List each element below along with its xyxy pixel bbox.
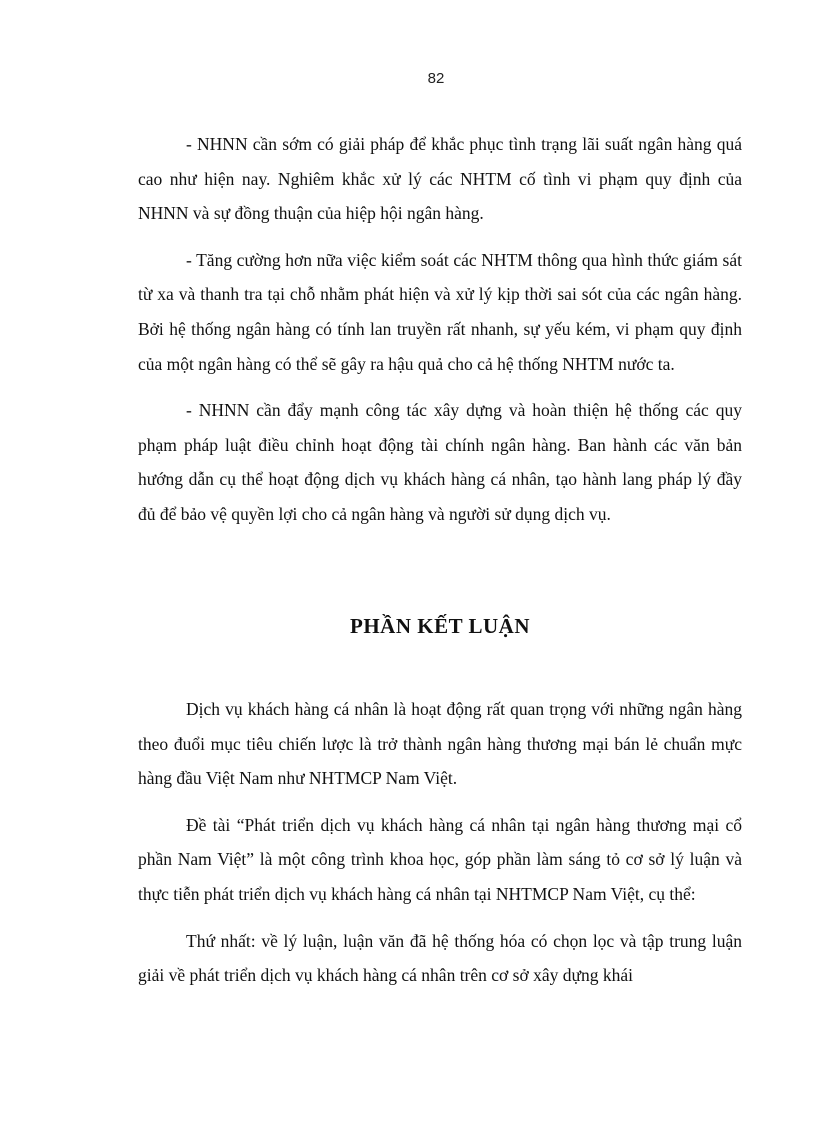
paragraph-recommendation-3: - NHNN cần đẩy mạnh công tác xây dựng và hoàn thiện hệ thống các quy phạm pháp luật điều chỉnh hoạt động tài chính ngân hàng. Ban hành các văn bản hướng dẫn cụ thể hoạt động dịch vụ khách hàng cá nhân, tạo hành lang pháp lý đầy đủ để bảo vệ quyền lợi cho cả ngân hàng và người sử dụng dịch vụ. bbox=[138, 400, 742, 524]
paragraph-conclusion-3: Thứ nhất: về lý luận, luận văn đã hệ thống hóa có chọn lọc và tập trung luận giải về phát triển dịch vụ khách hàng cá nhân trên cơ sở xây dựng khái bbox=[138, 930, 742, 986]
paragraph-recommendation-1: - NHNN cần sớm có giải pháp để khắc phục tình trạng lãi suất ngân hàng quá cao như hiện nay. Nghiêm khắc xử lý các NHTM cố tình vi phạm quy định của NHNN và sự đồng thuận của hiệp hội ngân hàng. bbox=[138, 134, 742, 224]
section-heading: PHẦN KẾT LUẬN bbox=[350, 614, 530, 638]
paragraph-conclusion-2: Đề tài “Phát triển dịch vụ khách hàng cá nhân tại ngân hàng thương mại cổ phần Nam Việt” là một công trình khoa học, góp phần làm sáng tỏ cơ sở lý luận và thực tiễn phát triển dịch vụ khách hàng cá nhân tại NHTMCP Nam Việt, cụ thể: bbox=[138, 814, 742, 904]
page-number: 82 bbox=[427, 70, 445, 87]
conclusion-block bbox=[138, 692, 742, 993]
paragraph-conclusion-1: Dịch vụ khách hàng cá nhân là hoạt động rất quan trọng với những ngân hàng theo đuổi mục tiêu chiến lược là trở thành ngân hàng thương mại bán lẻ chuẩn mực hàng đầu Việt Nam như NHTMCP Nam Việt. bbox=[138, 699, 742, 789]
recommendations-block bbox=[138, 127, 742, 532]
paragraph-recommendation-2: - Tăng cường hơn nữa việc kiểm soát các NHTM thông qua hình thức giám sát từ xa và thanh tra tại chỗ nhằm phát hiện và xử lý kịp thời sai sót của các ngân hàng. Bởi hệ thống ngân hàng có tính lan truyền rất nhanh, sự yếu kém, vi phạm quy định của một ngân hàng có thể sẽ gây ra hậu quả cho cả hệ thống NHTM nước ta. bbox=[138, 249, 742, 374]
